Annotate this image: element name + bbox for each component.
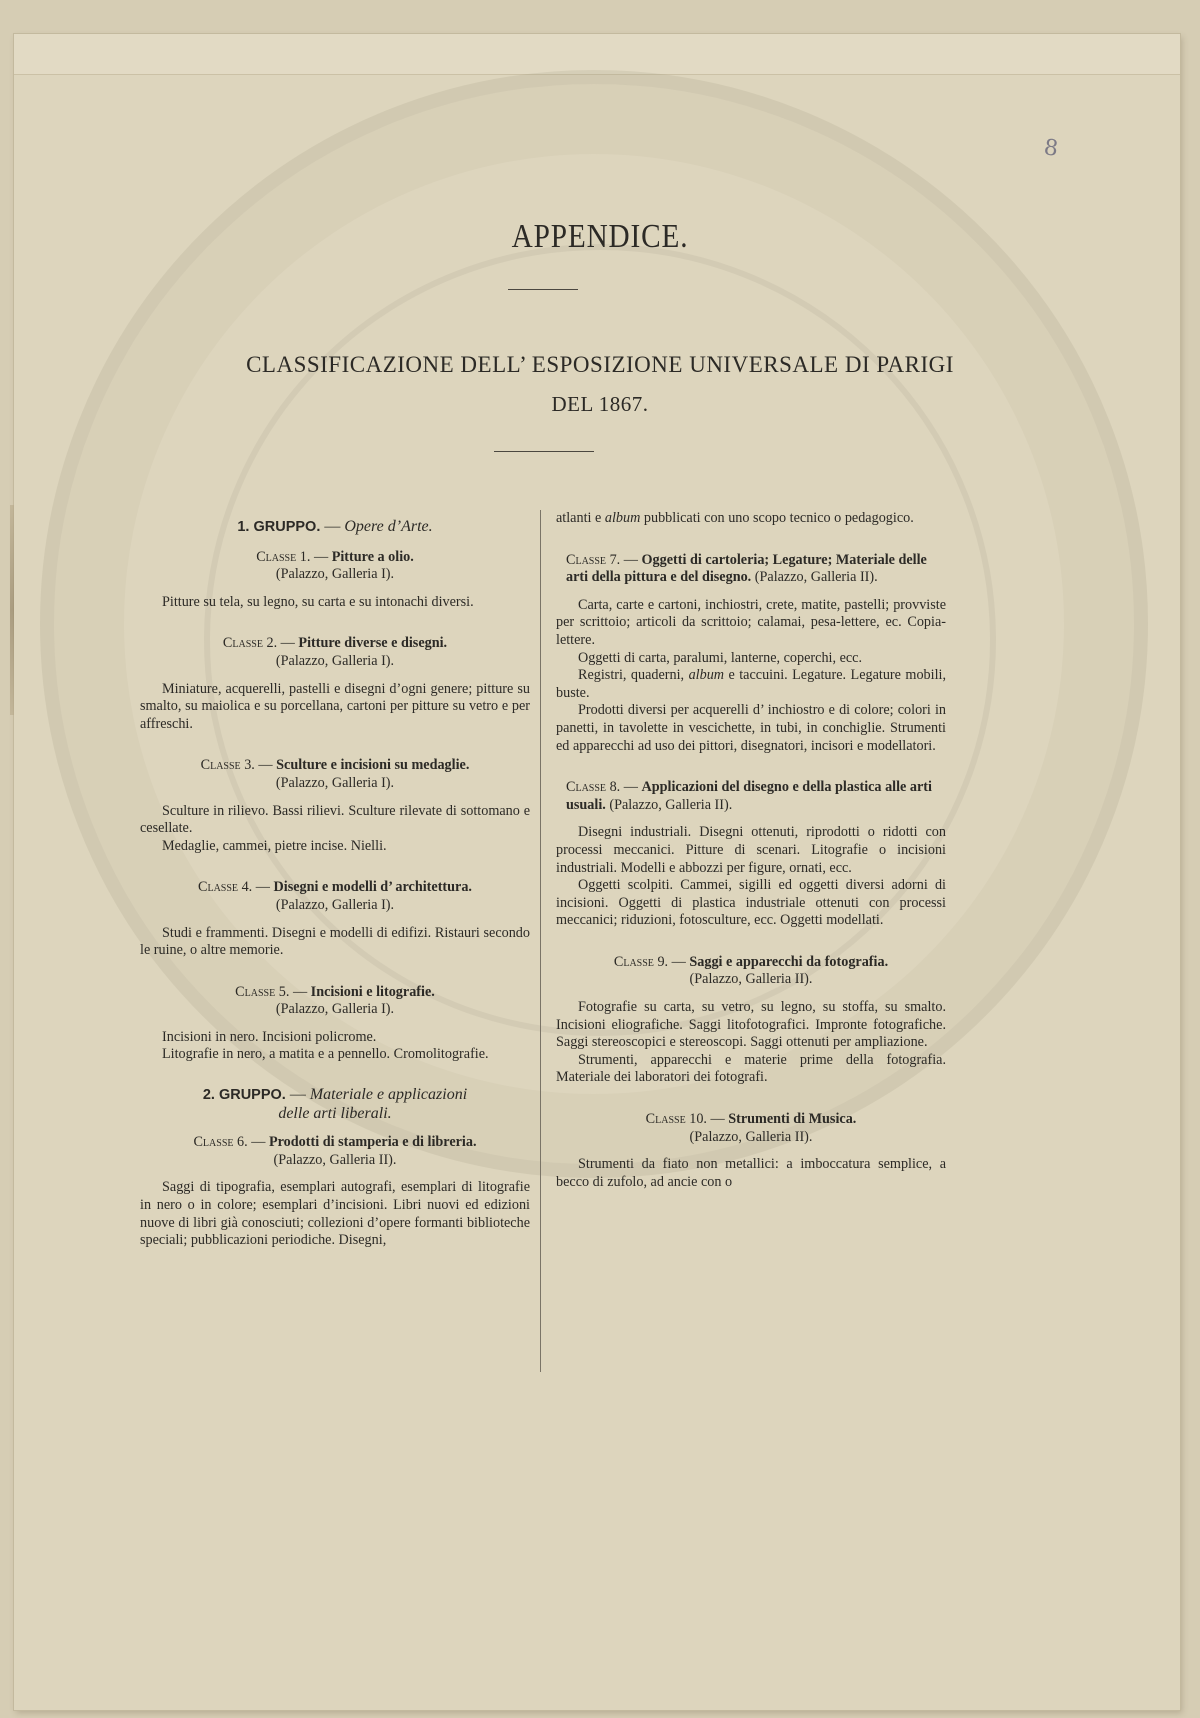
classe-7-text-4: Prodotti diversi per acquerelli d’ inchiostro e di colore; colori in panetti, in tavolette in vescichette, in tubi, in conchiglie. Strumenti ed apparecchi ad uso dei pittori, disegnatori, incisori e modellatori.	[556, 702, 946, 754]
classe-9-text-1: Fotografie su carta, su vetro, su legno, su stoffa, su smalto. Incisioni eliografiche. Saggi litofotografici. Impronte fotografiche. Saggi stereoscopici e stereoscopi. Saggi ottenuti per ampliazione.	[556, 999, 946, 1051]
group-1-dash: —	[320, 518, 345, 535]
classe-5-label: Classe 5.	[235, 983, 290, 1000]
subtitle-line-2: DEL 1867.	[551, 392, 649, 416]
classe-7-label: Classe 7.	[566, 551, 621, 568]
classe-9-name: Saggi e apparecchi da fotografia.	[689, 953, 889, 970]
classe-7-name: Oggetti di cartoleria; Legature; Materiale delle arti della pittura e del disegno.	[566, 551, 927, 586]
classe-8-label: Classe 8.	[566, 779, 621, 796]
continued-text-b: pubblicati con uno scopo tecnico o pedagogico.	[640, 510, 914, 526]
subtitle-rule	[494, 451, 594, 452]
classe-2-location: (Palazzo, Galleria I).	[275, 652, 395, 669]
page-title: APPENDICE.	[511, 218, 689, 255]
classe-8-text-2: Oggetti scolpiti. Cammei, sigilli ed oggetti diversi adorni di incisioni. Oggetti di plastica industriale ottenuti con processi meccanici; riduzioni, fotosculture, ecc. Oggetti modellati.	[556, 877, 946, 929]
right-column	[556, 510, 946, 1191]
classe-5-text-2: Litografie in nero, a matita e a pennello. Cromolitografie.	[162, 1046, 489, 1063]
column-divider	[540, 510, 541, 1372]
classe-1-label: Classe 1.	[256, 548, 311, 565]
classe-3-heading: Classe 3. — Sculture e incisioni su medaglie. (Palazzo, Galleria I).	[140, 757, 530, 792]
pencil-page-number: 8	[1042, 135, 1060, 162]
left-column	[140, 510, 530, 1250]
group-2-title: 2. GRUPPO.	[202, 1087, 286, 1104]
classe-8-heading: Classe 8. — Applicazioni del disegno e della plastica alle arti usuali. (Palazzo, Galleria II).	[566, 779, 932, 813]
classe-4-location: (Palazzo, Galleria I).	[275, 896, 395, 913]
classe-9-text-2: Strumenti, apparecchi e materie prime della fotografia. Materiale dei laboratori dei fotografi.	[556, 1051, 946, 1086]
classe-3-text-1: Sculture in rilievo. Bassi rilievi. Sculture rilevate di sottomano e cesellate.	[140, 802, 530, 837]
classe-5-text-1: Incisioni in nero. Incisioni policrome.	[162, 1028, 377, 1045]
classe-2-name: Pitture diverse e disegni.	[298, 635, 448, 652]
group-2-heading	[140, 1086, 530, 1122]
classe-6-label: Classe 6.	[193, 1134, 248, 1151]
classe-1-text: Pitture su tela, su legno, su carta e su intonachi diversi.	[162, 593, 474, 610]
classe-7-text-3a: Registri, quaderni,	[578, 667, 689, 684]
group-1-subtitle: Opere d’Arte.	[344, 518, 433, 535]
title-rule	[508, 289, 578, 290]
classe-1-location: (Palazzo, Galleria I).	[275, 566, 395, 583]
binding-mark	[10, 505, 14, 715]
classe-8-name: Applicazioni del disegno e della plastica alle arti usuali.	[566, 779, 932, 813]
continued-text	[556, 510, 946, 528]
group-2-subtitle-1: Materiale e applicazioni	[309, 1086, 468, 1104]
classe-1-heading: Classe 1. — Pitture a olio. (Palazzo, Galleria I).	[140, 549, 530, 584]
classe-9-heading: Classe 9. — Saggi e apparecchi da fotografia. (Palazzo, Galleria II).	[556, 954, 946, 989]
classe-10-location: (Palazzo, Galleria II).	[689, 1128, 813, 1145]
classe-9-label: Classe 9.	[613, 953, 669, 970]
classe-7-heading: Classe 7. — Oggetti di cartoleria; Legature; Materiale delle arti della pittura e del disegno. (Palazzo, Galleria II).	[566, 551, 927, 586]
classe-3-label: Classe 3.	[200, 757, 255, 774]
classe-7-text-1: Carta, carte e cartoni, inchiostri, crete, matite, pastelli; provviste per scrittoio; articoli da scrittoio; calamai, pesa-lettere, ec. Copia-lettere.	[556, 596, 946, 648]
classe-2-heading: Classe 2. — Pitture diverse e disegni. (Palazzo, Galleria I).	[140, 635, 530, 670]
subtitle-line-1: CLASSIFICAZIONE DELL’ ESPOSIZIONE UNIVERSALE DI PARIGI	[246, 352, 954, 377]
classe-6-name: Prodotti di stamperia e di libreria.	[268, 1134, 477, 1151]
classe-2-label: Classe 2.	[222, 635, 278, 652]
classe-4-text: Studi e frammenti. Disegni e modelli di edifizi. Ristauri secondo le ruine, o altre memorie.	[140, 924, 530, 959]
classe-3-location: (Palazzo, Galleria I).	[275, 774, 395, 791]
classe-3-text-2: Medaglie, cammei, pietre incise. Nielli.	[162, 837, 387, 854]
classe-7-text-3-album: album	[688, 667, 725, 684]
classe-5-location: (Palazzo, Galleria I).	[275, 1001, 395, 1018]
group-2-subtitle-2: delle arti liberali.	[278, 1104, 392, 1122]
continued-text-a: atlanti e	[556, 510, 605, 526]
classe-4-label: Classe 4.	[198, 879, 253, 896]
classe-3-name: Sculture e incisioni su medaglie.	[276, 757, 470, 774]
classe-10-text: Strumenti da fiato non metallici: a imboccatura semplice, a becco di zufolo, ad ancie con o	[556, 1156, 946, 1190]
classe-2-text: Miniature, acquerelli, pastelli e disegni d’ogni genere; pitture su smalto, su maiolica e su porcellana, cartoni per pitture su vetro e per affreschi.	[140, 680, 530, 732]
classe-10-name: Strumenti di Musica.	[728, 1111, 857, 1128]
classe-9-location: (Palazzo, Galleria II).	[689, 971, 813, 988]
group-1-heading	[140, 518, 530, 537]
group-1-title: 1. GRUPPO.	[237, 519, 321, 535]
classe-5-name: Incisioni e litografie.	[310, 983, 435, 1000]
classe-7-text-3b: e taccuini. Legature. Legature mobili, buste.	[556, 667, 946, 701]
classe-10-label: Classe 10.	[645, 1111, 707, 1128]
classe-6-text: Saggi di tipografia, esemplari autografi, esemplari di litografie in nero o in colore; esemplari d’incisioni. Libri nuovi ed edizioni nuove di libri già conosciuti; collezioni d’opere formanti biblioteche speciali; pubblicazioni periodiche. Disegni,	[140, 1179, 530, 1249]
classe-6-location: (Palazzo, Galleria II).	[273, 1151, 397, 1168]
classe-7-text-3	[556, 667, 946, 702]
classe-1-name: Pitture a olio.	[331, 548, 414, 565]
classe-4-heading: Classe 4. — Disegni e modelli d’ architettura. (Palazzo, Galleria I).	[140, 879, 530, 914]
classe-10-heading: Classe 10. — Strumenti di Musica. (Palazzo, Galleria II).	[556, 1111, 946, 1146]
classe-8-location: (Palazzo, Galleria II).	[609, 796, 733, 813]
paper-top-edge	[14, 34, 1180, 75]
classe-5-heading: Classe 5. — Incisioni e litografie. (Palazzo, Galleria I).	[140, 984, 530, 1019]
group-2-dash: —	[285, 1086, 310, 1104]
continued-text-album: album	[604, 510, 641, 526]
classe-7-text-2: Oggetti di carta, paralumi, lanterne, coperchi, ecc.	[578, 649, 863, 666]
classe-7-location: (Palazzo, Galleria II).	[754, 569, 878, 586]
classe-6-heading: Classe 6. — Prodotti di stamperia e di libreria. (Palazzo, Galleria II).	[140, 1134, 530, 1169]
classe-8-text-1: Disegni industriali. Disegni ottenuti, riprodotti o ridotti con processi meccanici. Pitture di scenari. Litografie o incisioni industriali. Modelli e abbozzi per figure, ornati, ecc.	[556, 824, 946, 876]
classe-4-name: Disegni e modelli d’ architettura.	[273, 879, 472, 896]
